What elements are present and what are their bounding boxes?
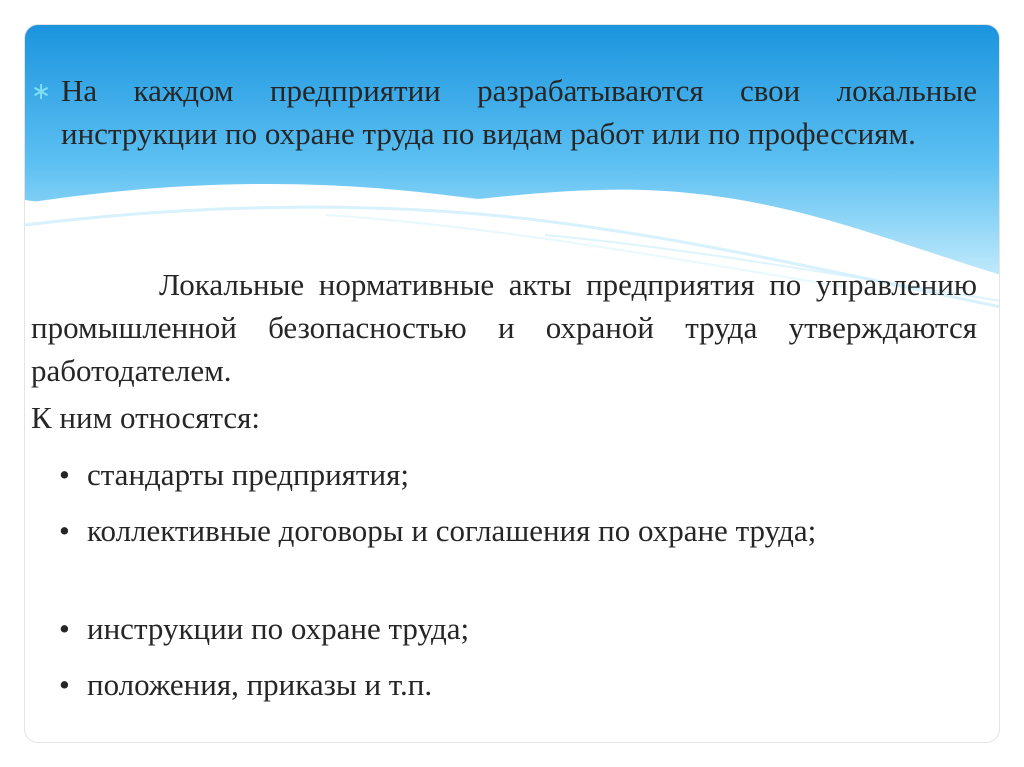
list-item: [31, 663, 977, 706]
list-item-text: коллективные договоры и соглашения по охране труда;: [87, 513, 817, 548]
list-item: [31, 453, 977, 496]
list-item-text: положения, приказы и т.п.: [87, 667, 433, 702]
list-item-text: стандарты предприятия;: [87, 457, 409, 492]
intro-paragraph: На каждом предприятии разрабатываются свои локальные инструкции по охране труда по видам работ или по профессиям.: [61, 73, 977, 151]
asterisk-bullet-icon: ∗: [31, 77, 52, 105]
list-item: [31, 607, 977, 650]
bullet-dot-icon: •: [59, 457, 70, 492]
list-heading: К ним относятся:: [31, 400, 261, 435]
slide-frame: [24, 24, 1000, 743]
list-item: [31, 509, 977, 552]
local-acts-paragraph: Локальные нормативные акты предприятия по управлению промышленной безопасностью и охраной труда утверждаются работодателем.: [31, 267, 977, 388]
bullet-dot-icon: •: [59, 513, 70, 548]
bullet-dot-icon: •: [59, 667, 70, 702]
list-item-text: инструкции по охране труда;: [87, 611, 470, 646]
bullet-dot-icon: •: [59, 611, 70, 646]
